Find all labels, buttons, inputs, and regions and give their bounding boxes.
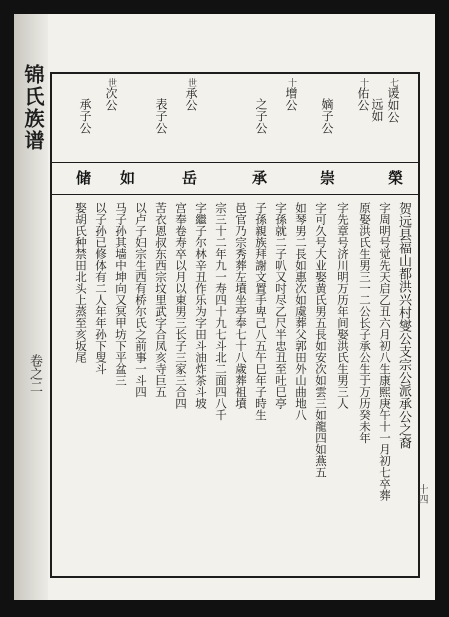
gen-marker: 世 xyxy=(106,78,116,87)
body-column-13: 以卢子妇宗生西有桥尔氏之前事一斗四 xyxy=(134,202,148,398)
body-column-5: 如琴男二長如惠次如虞葬父郭田外山曲地八 xyxy=(294,202,308,421)
body-column-2: 原娶洪氏生男三一二公长子承公生于万历癸未年 xyxy=(358,202,372,444)
subject-name-2: 崇 xyxy=(318,170,336,185)
body-column-3: 字先章号济川明万历年间娶洪氏生男三人 xyxy=(336,202,350,409)
gen-marker: 七 xyxy=(388,78,398,87)
body-column-4: 字可久号大业娶黄氏男五長如安次如雲三如龍四如燕五 xyxy=(314,202,328,478)
lower-row-5: 承子公 xyxy=(78,98,92,134)
gen-marker: 世 xyxy=(186,78,196,87)
gen-bottom-name: 如公 xyxy=(386,99,400,123)
body-column-15: 以子孙已修体有二人年年孙下叟斗 xyxy=(94,202,108,375)
body-column-10: 字繼子尔林辛丑作乐为字田斗油炸茶斗坡 xyxy=(194,202,208,409)
subject-name-5: 如 xyxy=(118,170,136,185)
body-column-9: 宗三十二年九一寿四十九七斗北二面四八千 xyxy=(214,202,228,421)
gen-top-name: 谖 xyxy=(386,87,400,99)
gen-row-1 xyxy=(386,78,400,123)
gen-top-name: 承 xyxy=(184,87,198,99)
lower-row-1: 远如 xyxy=(370,98,384,122)
body-column-14: 马子孙其墙中坤向又冥甲坊下平盆三 xyxy=(114,202,128,386)
table-divider xyxy=(52,162,418,163)
genealogy-page xyxy=(14,14,435,600)
volume-label: 卷之二 xyxy=(27,354,42,393)
generation-band xyxy=(52,74,418,162)
body-column-8: 邑官乃宗秀葬左墳坐亭奉七十八歲葬祖墳 xyxy=(234,202,248,409)
lower-row-3: 之子公 xyxy=(254,98,268,134)
gen-bottom-name: 公 xyxy=(184,99,198,111)
gen-row-4 xyxy=(184,78,198,111)
gen-bottom-name: 公 xyxy=(104,99,118,111)
gen-row-3 xyxy=(284,78,298,111)
gen-top-name: 增 xyxy=(284,87,298,99)
subject-name-4: 岳 xyxy=(180,170,198,185)
entry-title: 贺远县福山都洪兴村燮公支宗公派承公之裔 xyxy=(396,202,411,449)
gen-row-2 xyxy=(356,78,370,111)
subject-name-6: 储 xyxy=(74,170,92,185)
body-column-12: 苦衣恩叔东西宗坟里武字合凤亥寺巨五 xyxy=(154,202,168,398)
gen-top-name: 佑 xyxy=(356,87,370,99)
page-number: 十四 xyxy=(416,484,427,504)
body-column-16: 娶胡氏种禁田北头上蒸至亥坂尾 xyxy=(74,202,88,363)
gen-marker: 十 xyxy=(358,78,368,87)
lower-row-4: 表子公 xyxy=(154,98,168,134)
subject-divider xyxy=(52,194,418,195)
gen-bottom-name: 公 xyxy=(284,99,298,111)
gen-row-5 xyxy=(104,78,118,111)
body-column-1: 字周明号觉先天启乙丑六月初八生康熙庚午十一月初七卒葬 xyxy=(378,202,392,501)
body-column-7: 子孫親族拜謝文置手卑己八五午巳年子時生 xyxy=(254,202,268,421)
subject-name-1: 榮 xyxy=(386,170,404,185)
lower-row-2: 嫡子公 xyxy=(320,98,334,134)
genealogy-table-frame xyxy=(50,72,420,578)
body-column-6: 字孫就二子叭又吋尽乙尺半忠丑至吐巳亭 xyxy=(274,202,288,409)
gen-top-name: 次 xyxy=(104,87,118,99)
subject-name-3: 承 xyxy=(250,170,268,185)
gen-marker: 十 xyxy=(286,78,296,87)
gen-bottom-name: 公 xyxy=(356,99,370,111)
book-title: 锦氏族谱 xyxy=(21,64,45,152)
body-column-11: 宫奉卷寿卒以月以東男三长子三家三合四 xyxy=(174,202,188,409)
